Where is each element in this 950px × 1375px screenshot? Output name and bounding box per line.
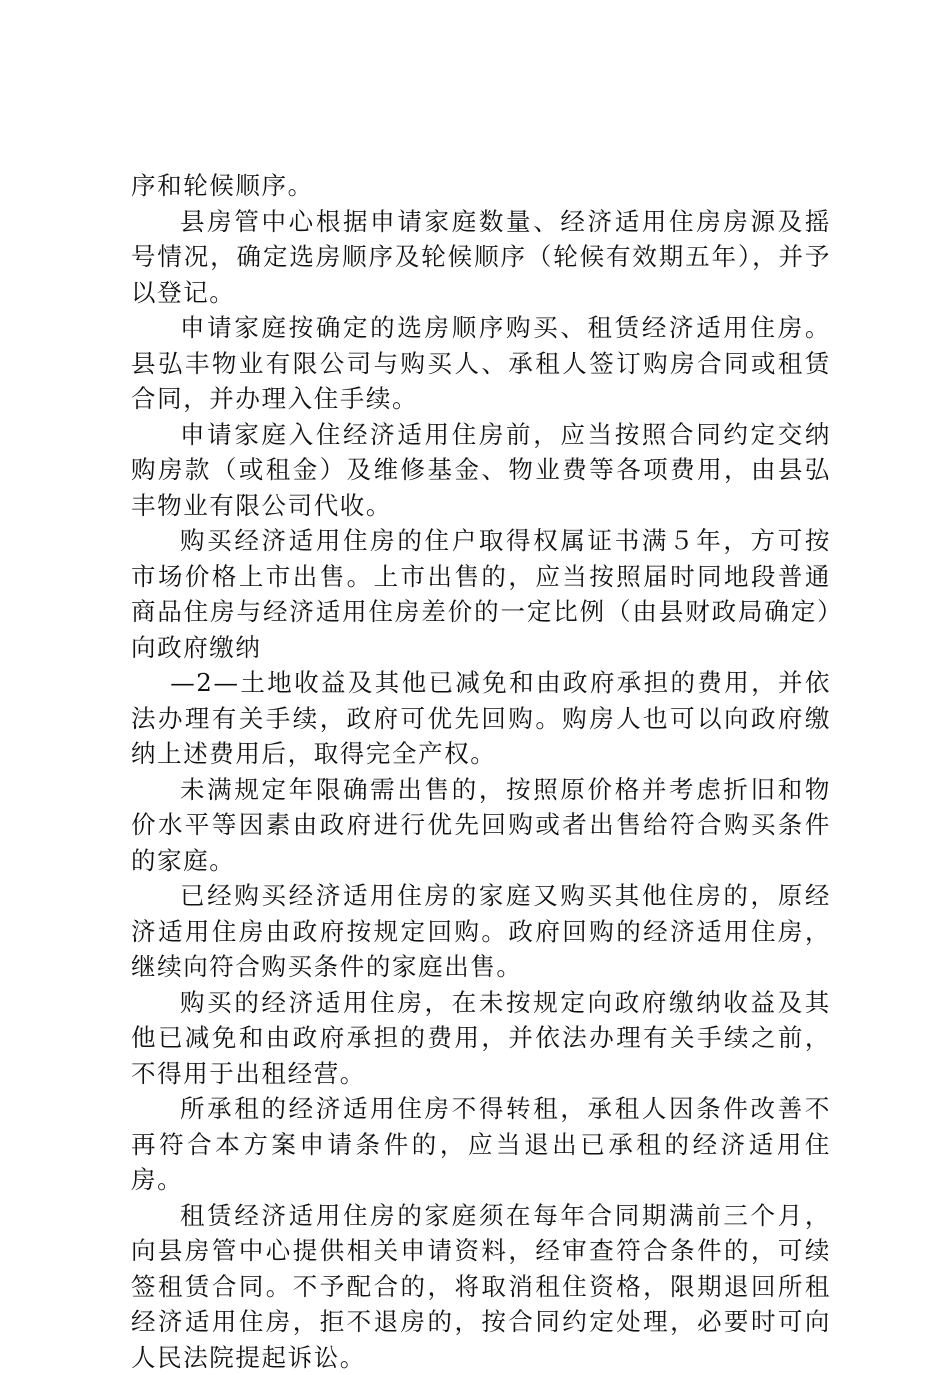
paragraph: 所承租的经济适用住房不得转租，承租人因条件改善不再符合本方案申请条件的，应当退出已承租的经济适用住房。	[131, 1091, 831, 1198]
paragraph-with-page-number: —2—土地收益及其他已减免和由政府承担的费用，并依法办理有关手续，政府可优先回购。购房人也可以向政府缴纳上述费用后，取得完全产权。	[131, 665, 831, 772]
paragraph: 租赁经济适用住房的家庭须在每年合同期满前三个月，向县房管中心提供相关申请资料，经审查符合条件的，可续签租赁合同。不予配合的，将取消租住资格，限期退回所租经济适用住房，拒不退房的，按合同约定处理，必要时可向人民法院提起诉讼。	[131, 1198, 831, 1375]
paragraph: 申请家庭入住经济适用住房前，应当按照合同约定交纳购房款（或租金）及维修基金、物业费等各项费用，由县弘丰物业有限公司代收。	[131, 417, 831, 524]
document-body	[131, 168, 831, 1375]
paragraph: 申请家庭按确定的选房顺序购买、租赁经济适用住房。县弘丰物业有限公司与购买人、承租人签订购房合同或租赁合同，并办理入住手续。	[131, 310, 831, 417]
paragraph: 购买经济适用住房的住户取得权属证书满５年，方可按市场价格上市出售。上市出售的，应当按照届时同地段普通商品住房与经济适用住房差价的一定比例（由县财政局确定）向政府缴纳	[131, 523, 831, 665]
paragraph: 已经购买经济适用住房的家庭又购买其他住房的，原经济适用住房由政府按规定回购。政府回购的经济适用住房，继续向符合购买条件的家庭出售。	[131, 878, 831, 985]
paragraph: 县房管中心根据申请家庭数量、经济适用住房房源及摇号情况，确定选房顺序及轮候顺序（轮候有效期五年），并予以登记。	[131, 204, 831, 311]
paragraph: 未满规定年限确需出售的，按照原价格并考虑折旧和物价水平等因素由政府进行优先回购或者出售给符合购买条件的家庭。	[131, 772, 831, 879]
paragraph-continuation: 序和轮候顺序。	[131, 168, 831, 204]
paragraph: 购买的经济适用住房，在未按规定向政府缴纳收益及其他已减免和由政府承担的费用，并依法办理有关手续之前，不得用于出租经营。	[131, 985, 831, 1092]
